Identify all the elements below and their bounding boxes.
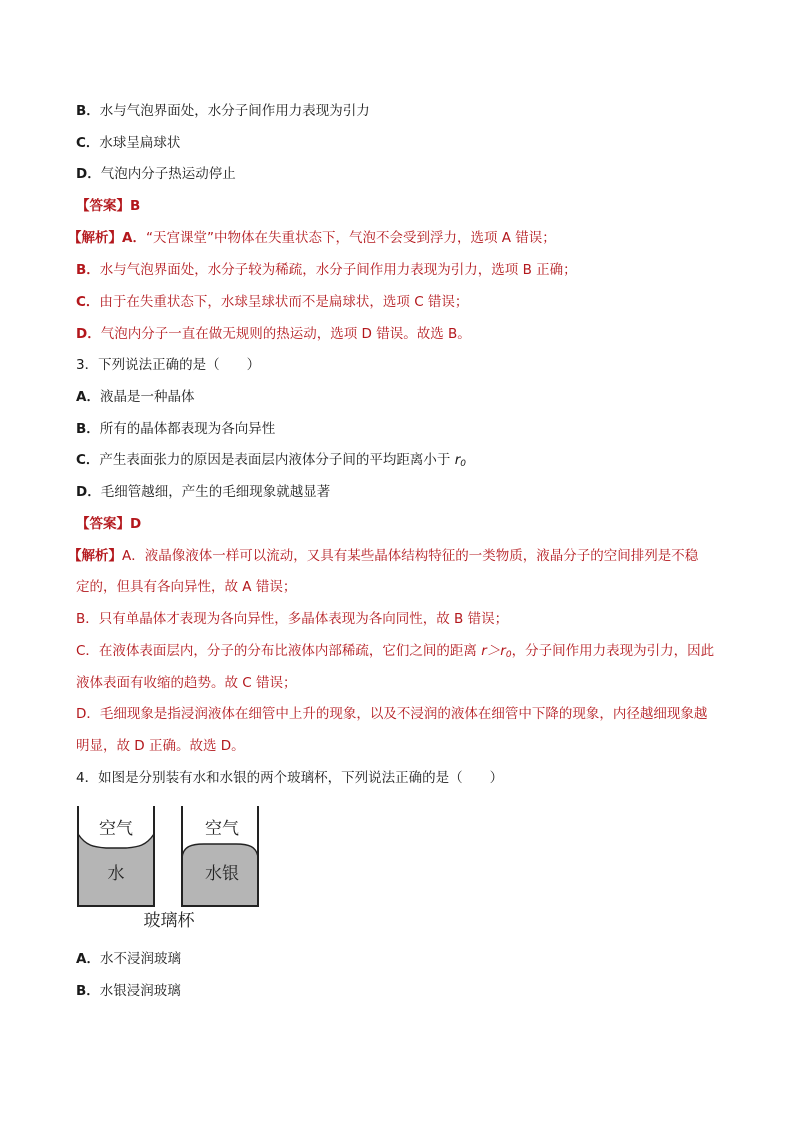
q2-option-c: C．水球呈扁球状 [76, 135, 181, 151]
q3-analysis-b: B．只有单晶体才表现为各向异性，多晶体表现为各向同性，故 B 错误； [76, 611, 509, 627]
q2-answer: 【答案】B [76, 198, 141, 214]
q2-option-b: B．水与气泡界面处，水分子间作用力表现为引力 [76, 103, 370, 119]
q2-analysis-a: 【解析】A．“天宫课堂”中物体在失重状态下，气泡不会受到浮力，选项 A 错误； [68, 230, 556, 246]
q4-option-b: B．水银浸润玻璃 [76, 983, 181, 999]
q4-stem: 4．如图是分别装有水和水银的两个玻璃杯，下列说法正确的是（ ） [76, 770, 504, 786]
q3-analysis-d-line2: 明显，故 D 正确。故选 D。 [76, 738, 245, 754]
right-liquid-label: 水银 [205, 864, 239, 884]
glass-cups-figure [76, 806, 262, 934]
q3-option-d: D．毛细管越细，产生的毛细现象就越显著 [76, 484, 331, 500]
q4-option-a: A．水不浸润玻璃 [76, 951, 181, 967]
right-air-label: 空气 [205, 819, 239, 839]
figure-caption: 玻璃杯 [143, 911, 195, 931]
q2-analysis-b: B．水与气泡界面处，水分子较为稀疏，水分子间作用力表现为引力，选项 B 正确； [76, 262, 577, 278]
q3-analysis-a-line1: 【解析】A．液晶像液体一样可以流动，又具有某些晶体结构特征的一类物质，液晶分子的空间排列是不稳 [68, 548, 699, 564]
q3-option-c: C．产生表面张力的原因是表面层内液体分子间的平均距离小于 $r_0$ [76, 452, 467, 469]
q3-analysis-c-line1: C．在液体表面层内，分子的分布比液体内部稀疏，它们之间的距离 $r>r_0$，分子间作用力表现为引力，因此 [76, 643, 715, 660]
q3-stem: 3．下列说法正确的是（ ） [76, 357, 261, 373]
left-liquid-label: 水 [107, 864, 125, 884]
q3-option-a: A．液晶是一种晶体 [76, 389, 195, 405]
q2-analysis-c: C．由于在失重状态下，水球呈球状而不是扁球状，选项 C 错误； [76, 294, 469, 310]
q3-analysis-d-line1: D．毛细现象是指浸润液体在细管中上升的现象，以及不浸润的液体在细管中下降的现象，内径越细现象越 [76, 706, 708, 722]
q3-analysis-c-line2: 液体表面有收缩的趋势。故 C 错误； [76, 675, 297, 691]
q2-analysis-d: D．气泡内分子一直在做无规则的热运动，选项 D 错误。故选 B。 [76, 326, 471, 342]
q3-answer: 【答案】D [76, 516, 142, 532]
q3-option-b: B．所有的晶体都表现为各向异性 [76, 421, 276, 437]
left-air-label: 空气 [99, 819, 133, 839]
q2-option-d: D．气泡内分子热运动停止 [76, 166, 236, 182]
q3-analysis-a-line2: 定的，但具有各向异性，故 A 错误； [76, 579, 297, 595]
